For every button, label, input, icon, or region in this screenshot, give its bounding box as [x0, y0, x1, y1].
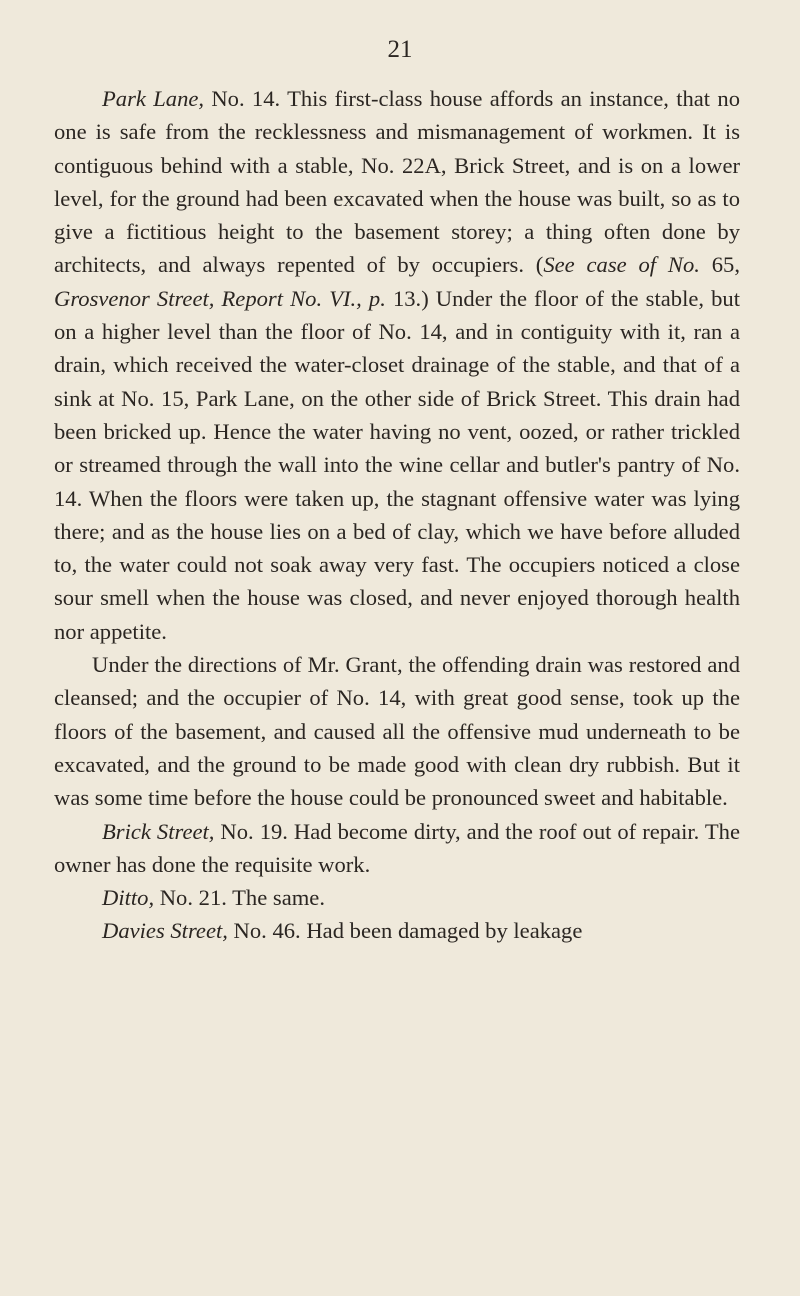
paragraph-text: No. 19. Had become dirty, and the roof out of repair. The owner has done the requisite work. [54, 818, 740, 877]
reference-text: 65, [699, 252, 740, 278]
paragraph-lead: Davies Street, [102, 918, 228, 944]
paragraph-brick-street [54, 815, 740, 882]
paragraph-text-continued: 13.) Under the floor of the stable, but on a higher level than the floor of No. 14, and in contiguity with it, ran a drain, which received the water-closet drainage of the stable, and that of a sink at No. 15, Park Lane, on the other side of Brick Street. This drain had been bricked up. Hence the water having no vent, oozed, or rather trickled or streamed through the wall into the wine cellar and butler's pantry of No. 14. When the floors were taken up, the stagnant offensive water was lying there; and as the house lies on a bed of clay, which we have before alluded to, the water could not soak away very fast. The occupiers noticed a close sour smell when the house was closed, and never enjoyed thorough health nor appetite. [54, 285, 740, 644]
paragraph-lead: Park Lane, [102, 86, 205, 111]
page-body [54, 82, 740, 948]
paragraph-text: Under the directions of Mr. Grant, the offending drain was restored and cleansed; and the occupier of No. 14, with great good sense, took up the floors of the basement, and caused all the offensive mud underneath to be excavated, and the ground to be made good with clean dry rubbish. But it was some time before the house could be pronounced sweet and habitable. [54, 652, 740, 811]
paragraph-text: No. 46. Had been damaged by leakage [227, 918, 583, 944]
paragraph-lead: Brick Street, [102, 818, 215, 844]
paragraph-text: No. 14. This first-class house affords an instance, that no one is safe from the recklessness and mismanagement of workmen. It is contiguous behind with a stable, No. 22A, Brick Street, and is on a lower level, for the ground had been excavated when the house was built, so as to give a fictitious height to the basement storey; a thing often done by architects, and always repented of by occupiers. ( [54, 86, 740, 278]
page-number: 21 [387, 36, 413, 63]
paragraph-ditto [54, 881, 740, 914]
reference-italic: See case of No. [543, 252, 700, 278]
paragraph-text: No. 21. The same. [154, 885, 325, 911]
reference-italic-2: Grosvenor Street, Report No. VI., p. [54, 285, 386, 311]
paragraph-davies-street [54, 914, 740, 947]
paragraph-lead: Ditto, [102, 885, 155, 911]
paragraph-park-lane [54, 82, 740, 648]
paragraph-mr-grant [54, 648, 740, 814]
